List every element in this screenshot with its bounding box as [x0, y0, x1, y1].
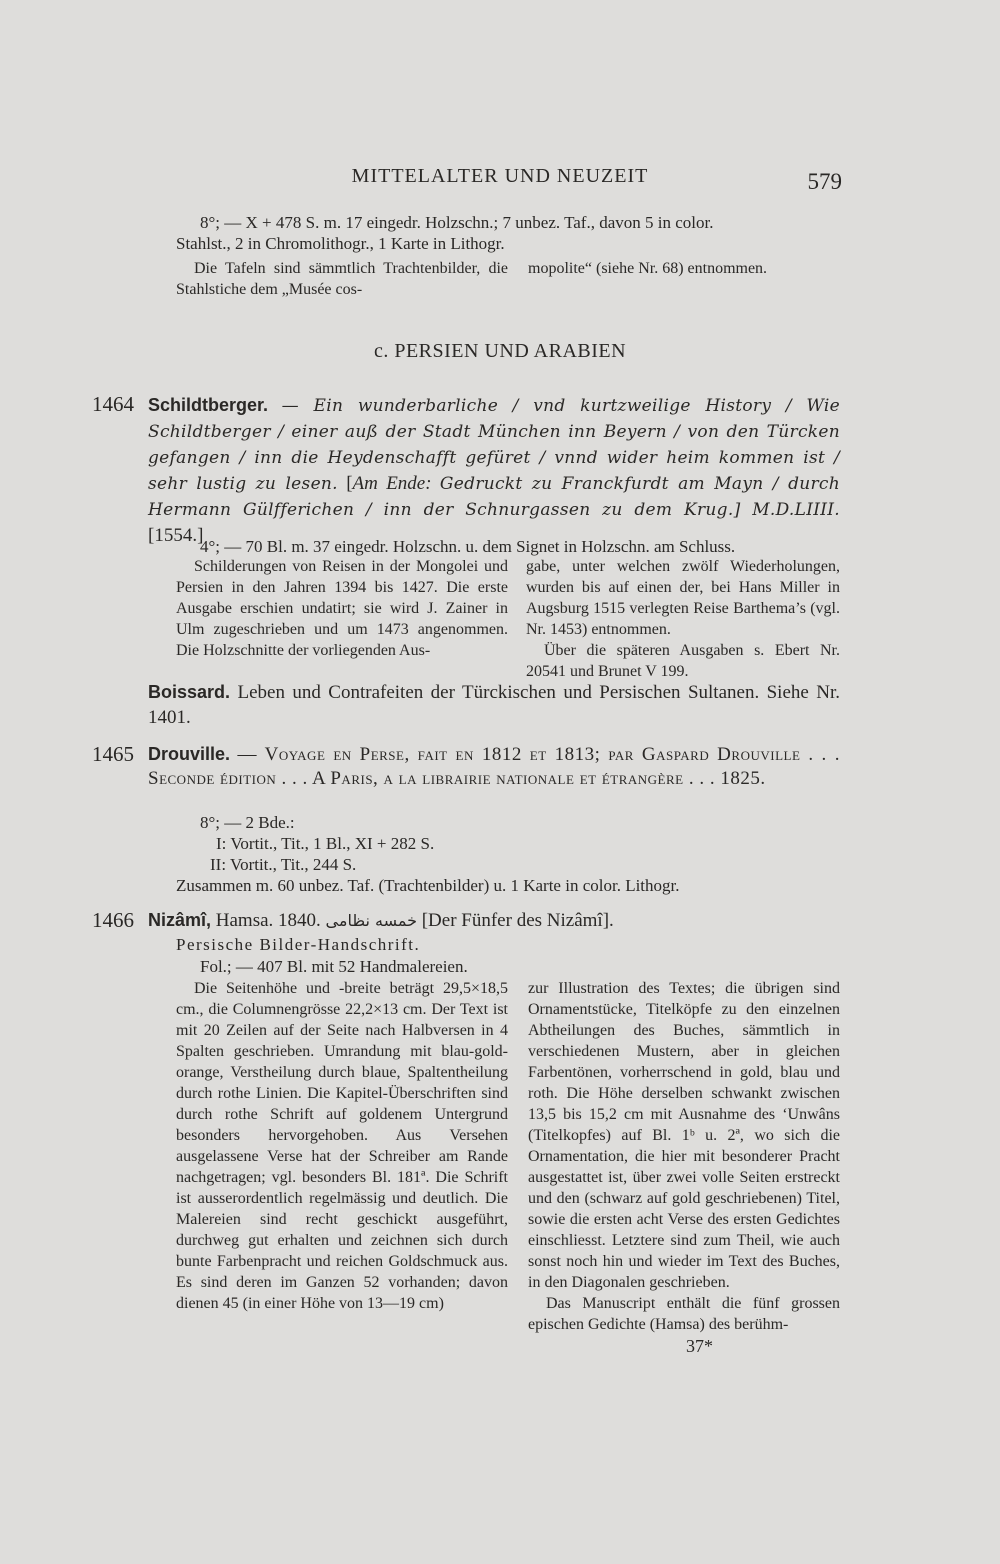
entry-year: [1554.] — [148, 525, 204, 546]
arabic-title: خمسه نظامی — [325, 911, 417, 930]
entry-1465-collation-total: Zusammen m. 60 unbez. Taf. (Trachtenbilder) u. 1 Karte in color. Lithogr. — [176, 876, 680, 895]
note-text: zur Illustration des Textes; die übrigen sind Ornamentstücke, Titelköpfe zu den einzelnen Abtheilungen des Buches, sämmtlich in verschiedenen Mustern, aber in gleichen Farbentönen, vorherrschend in gold, blau und roth. Die Höhe derselben schwankt zwischen 13,5 bis 15,2 cm mit Ausnahme des ‘Unwâns (Titelkopfes) auf Bl. 1ᵇ u. 2ª, wo sich die Ornamentation, die hier mit besonderer Pracht ausgestattet ist, über zwei volle Seiten erstreckt und den (schwarz auf gold geschriebenen) Titel, sowie die ersten acht Verse des ersten Gedichtes einschliesst. Letztere sind zum Theil, wie auch sonst noch hin und wieder im Text des Buches, in den Diagonalen geschrieben. — [528, 980, 840, 1291]
entry-title: — Voyage en Perse, fait en 1812 et 1813; par Gaspard Drouville . . . Seconde édition . . . A Paris, a la librairie nationale et étrangère . . . 1825. — [148, 744, 841, 789]
section-heading: c. PERSIEN UND ARABIEN — [373, 340, 627, 362]
entry-title-block — [148, 908, 840, 933]
entry-title-block: Schildtberger. — Ein wunderbarliche / vnd kurtzweilige History / Wie Schildtberger / einer auß der Stadt München inn Beyern / von den Türcken gefangen / inn die Heydenschafft gefüret / vnnd wider heim kommen ist / sehr lustig zu lesen. [Am Ende: Gedruckt zu Franckfurdt am Mayn / durch Hermann Gülfferichen / inn der Schnurgassen zu dem Krug.] M.D.LIIII. [1554.] — [148, 395, 841, 546]
entry-1464-note-right — [526, 556, 840, 682]
volume-line: I: Vortit., Tit., 1 Bl., XI + 282 S. — [216, 834, 435, 853]
entry-title: Hamsa. 1840. — [215, 910, 321, 931]
entry-1466-collation: Fol.; — 407 Bl. mit 52 Handmalereien. — [200, 957, 468, 976]
entry-1466-note-left — [176, 978, 508, 1314]
page-number: 579 — [807, 169, 842, 194]
signature-mark: 37* — [686, 1336, 713, 1356]
note-text: mopolite“ (siehe Nr. 68) entnommen. — [528, 260, 768, 277]
previous-entry-collation — [176, 212, 840, 254]
entry-1466-subtitle: Persische Bilder-Handschrift. — [176, 935, 421, 954]
previous-entry-note-left — [176, 258, 508, 300]
entry-title: — Ein wunderbarliche / vnd kurtzweilige History / Wie Schildtberger / einer auß der Stadt München inn Beyern / von den Türcken gefangen / inn die Heydenschafft gefüret / vnnd wider heim kommen ist / sehr lustig zu lesen. — [148, 396, 840, 494]
note-text: Über die späteren Ausgaben s. Ebert Nr. 20541 und Brunet V 199. — [526, 642, 840, 680]
catalog-entry-boissard — [148, 680, 840, 730]
note-text: Schilderungen von Reisen in der Mongolei und Persien in den Jahren 1394 bis 1427. Die erste Ausgabe erschien undatirt; sie wird J. Zainer in Ulm zugeschrieben und um 1473 angenommen. Die Holzschnitte der vorliegenden Aus- — [176, 558, 508, 659]
entry-1466-note-right — [528, 978, 840, 1335]
note-text: Die Seitenhöhe und -breite beträgt 29,5×18,5 cm., die Columnengrösse 22,2×13 cm. Der Text ist mit 20 Zeilen auf der Seite nach Halbversen in 4 Spalten geschrieben. Umrandung mit blau-gold-orange, Verstheilung durch blaue, Spaltentheilung durch rothe Linien. Die Kapitel-Überschriften sind durch rothe Schrift auf goldenem Untergrund besonders hervorgehoben. Aus Versehen ausgelassene Verse hat der Schreiber am Rande nachgetragen; vgl. besonders Bl. 181ª. Die Schrift ist ausserordentlich regelmässig und deutlich. Die Malereien sind recht geschickt ausgeführt, durchweg gut erhalten und zeichnen sich durch bunte Farbenpracht und reichen Goldschmuck aus. Es sind deren im Ganzen 52 vorhanden; davon dienen 45 (in einer Höhe von 13—19 cm) — [176, 980, 508, 1312]
entry-text: Leben und Contrafeiten der Türckischen und Persischen Sultanen. Siehe Nr. 1401. — [148, 682, 840, 728]
page-header — [0, 165, 1000, 195]
entry-1464-collation: 4°; — 70 Bl. m. 37 eingedr. Holzschn. u. dem Signet in Holzschn. am Schluss. — [200, 537, 736, 556]
note-text: gabe, unter welchen zwölf Wiederholungen, wurden bis auf einen der, bei Hans Miller in Augsburg 1515 verlegten Reise Barthema’s (vgl. Nr. 1453) entnommen. — [526, 558, 840, 638]
previous-entry-note-right — [528, 258, 840, 279]
note-text: Die Tafeln sind sämmtlich Trachtenbilder, die Stahlstiche dem „Musée cos- — [176, 260, 508, 298]
imprint-label: Am Ende: — [352, 473, 432, 494]
entry-author: Schildtberger. — [148, 395, 269, 415]
entry-number: 1465 — [92, 742, 134, 766]
entry-title-block — [148, 742, 840, 791]
collation-line: 8°; — X + 478 S. m. 17 eingedr. Holzschn.; 7 unbez. Taf., davon 5 in color. — [200, 213, 714, 232]
entry-title-translation: [Der Fünfer des Nizâmî]. — [421, 910, 614, 931]
entry-1464-note-left — [176, 556, 508, 661]
entry-author: Boissard. — [148, 682, 231, 702]
collation-line: Stahlst., 2 in Chromolithogr., 1 Karte in Lithogr. — [176, 234, 505, 253]
entry-number: 1464 — [92, 392, 134, 416]
entry-number: 1466 — [92, 908, 134, 932]
entry-author: Nizâmî, — [148, 910, 212, 930]
entry-author: Drouville. — [148, 744, 231, 764]
running-title: MITTELALTER UND NEUZEIT — [351, 165, 649, 187]
entry-1465-collation — [200, 812, 840, 875]
volume-line: II: Vortit., Tit., 244 S. — [210, 855, 357, 874]
note-text: Das Manuscript enthält die fünf grossen epischen Gedichte (Hamsa) des berühm- — [528, 1295, 840, 1333]
collation-line: 8°; — 2 Bde.: — [200, 813, 295, 832]
entry-imprint: Gedruckt zu Franckfurdt am Mayn / durch Hermann Gülfferichen / inn der Schnurgassen zu dem Krug.] M.D.LIIII. — [148, 474, 841, 520]
